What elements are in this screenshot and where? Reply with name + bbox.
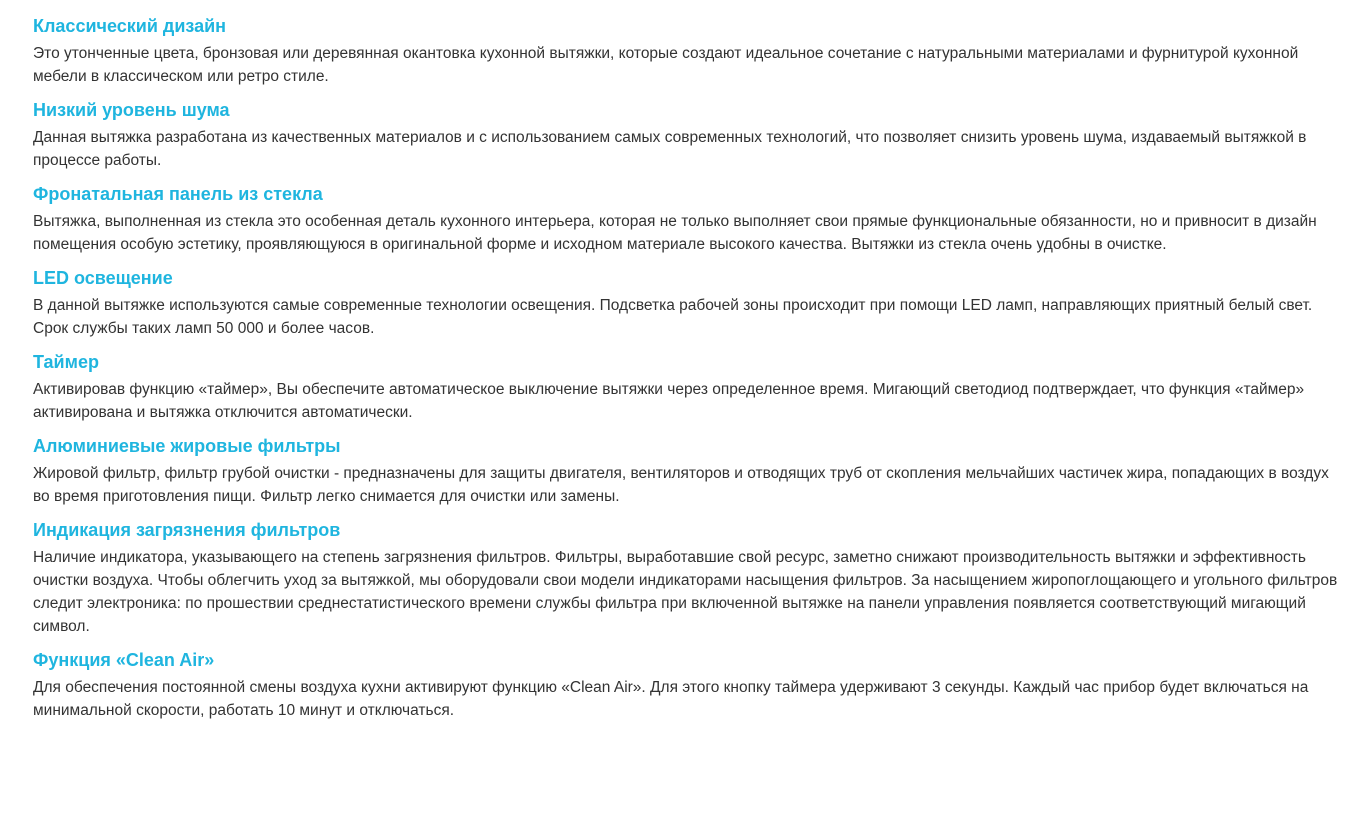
feature-title: Алюминиевые жировые фильтры — [33, 436, 341, 456]
feature-title: LED освещение — [33, 268, 173, 288]
feature-title: Классический дизайн — [33, 16, 227, 36]
feature-title: Фронатальная панель из стекла — [33, 184, 323, 204]
feature-title: Функция «Clean Air» — [33, 650, 215, 670]
feature-filter-indication — [33, 518, 1338, 638]
feature-description: Данная вытяжка разработана из качественных материалов и с использованием самых современных технологий, что позволяет снизить уровень шума, издаваемый вытяжкой в процессе работы. — [33, 129, 1307, 169]
feature-glass-panel — [33, 182, 1338, 256]
feature-clean-air — [33, 648, 1338, 722]
feature-low-noise — [33, 98, 1338, 172]
feature-description: Наличие индикатора, указывающего на степень загрязнения фильтров. Фильтры, выработавшие свой ресурс, заметно снижают производительность вытяжки и эффективность очистки воздуха. Чтобы облегчить уход за вытяжкой, мы оборудовали свои модели индикаторами насыщения фильтров. За насыщением жиропоглощающего и угольного фильтров следит электроника: по прошествии среднестатистического времени службы фильтра при включенной вытяжке на панели управления появляется соответствующий мигающий символ. — [33, 549, 1338, 635]
feature-title: Индикация загрязнения фильтров — [33, 520, 341, 540]
feature-classic-design — [33, 14, 1338, 88]
feature-led-lighting — [33, 266, 1338, 340]
feature-title: Низкий уровень шума — [33, 100, 230, 120]
feature-description: Вытяжка, выполненная из стекла это особенная деталь кухонного интерьера, которая не только выполняет свои прямые функциональные обязанности, но и привносит в дизайн помещения особую эстетику, проявляющуюся в оригинальной форме и исходном материале высокого качества. Вытяжки из стекла очень удобны в очистке. — [33, 213, 1317, 253]
feature-description: Это утонченные цвета, бронзовая или деревянная окантовка кухонной вытяжки, которые создают идеальное сочетание с натуральными материалами и фурнитурой кухонной мебели в классическом или ретро стиле. — [33, 45, 1299, 85]
feature-timer — [33, 350, 1338, 424]
feature-title: Таймер — [33, 352, 99, 372]
feature-aluminium-filters — [33, 434, 1338, 508]
feature-description: Активировав функцию «таймер», Вы обеспечите автоматическое выключение вытяжки через определенное время. Мигающий светодиод подтверждает, что функция «таймер» активирована и вытяжка отключится автоматически. — [33, 381, 1305, 421]
feature-description: Жировой фильтр, фильтр грубой очистки - предназначены для защиты двигателя, вентиляторов и отводящих труб от скопления мельчайших частичек жира, попадающих в воздух во время приготовления пищи. Фильтр легко снимается для очистки или замены. — [33, 465, 1329, 505]
feature-description: В данной вытяжке используются самые современные технологии освещения. Подсветка рабочей зоны происходит при помощи LED ламп, направляющих приятный белый свет. Срок службы таких ламп 50 000 и более часов. — [33, 297, 1313, 337]
feature-description: Для обеспечения постоянной смены воздуха кухни активируют функцию «Clean Air». Для этого кнопку таймера удерживают 3 секунды. Каждый час прибор будет включаться на минимальной скорости, работать 10 минут и отключаться. — [33, 679, 1309, 719]
